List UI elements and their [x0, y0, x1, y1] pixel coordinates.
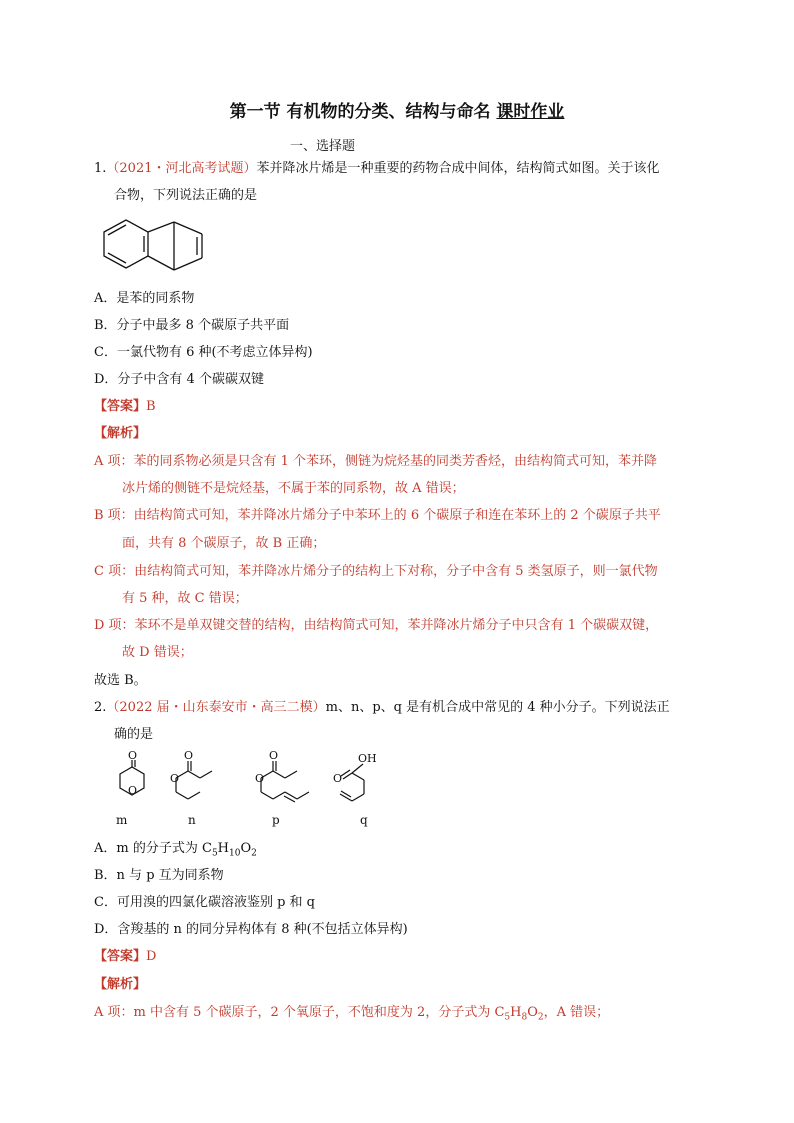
- formula-o: O: [527, 1005, 538, 1020]
- q2-answer: [94, 948, 156, 966]
- q2-stem-line1: [94, 699, 670, 717]
- benzonorbornene-structure: [96, 212, 216, 282]
- molecules-mnpq: [108, 750, 398, 830]
- page-title: [0, 97, 794, 122]
- q-carbonyl-o-label: O: [333, 772, 343, 785]
- q1-option-a: A．是苯的同系物: [94, 291, 195, 306]
- q1-option-b: B．分子中最多 8 个碳原子共平面: [94, 318, 290, 333]
- q1-analysis-label: 【解析】: [94, 426, 147, 441]
- q1-answer: [94, 398, 156, 416]
- q1-source: （2021・河北高考试题）: [106, 161, 257, 176]
- formula-o: O: [240, 841, 252, 856]
- q2-option-a-text: A．m 的分子式为 C: [94, 841, 212, 856]
- q1-analysis-line: 有 5 种，故 C 错误；: [122, 591, 248, 606]
- subscript: 10: [229, 848, 241, 859]
- subscript: 5: [211, 848, 218, 859]
- subscript: 5: [504, 1012, 511, 1023]
- q1-option-d: D．分子中含有 4 个碳碳双键: [94, 372, 264, 387]
- subscript: 8: [521, 1012, 528, 1023]
- q1-option-c: C．一氯代物有 6 种(不考虑立体异构): [94, 345, 313, 360]
- q1-analysis-line: 面，共有 8 个碳原子，故 B 正确；: [122, 536, 326, 551]
- subscript: 2: [537, 1012, 544, 1023]
- q2-analysis-line: [94, 1004, 609, 1027]
- q1-analysis-line: 冰片烯的侧链不是烷烃基，不属于苯的同系物，故 A 错误；: [122, 481, 465, 496]
- n-carbonyl-o-label: O: [184, 750, 194, 762]
- q2-option-c: C．可用溴的四氯化碳溶液鉴别 p 和 q: [94, 895, 315, 910]
- q1-stem-line1: [94, 160, 660, 178]
- q1-stem-line2: 合物，下列说法正确的是: [114, 188, 258, 203]
- q2-source: （2022 届・山东泰安市・高三二模）: [106, 700, 326, 715]
- q2-option-a: [94, 840, 257, 863]
- q1-answer-value: B: [146, 399, 156, 414]
- q1-analysis-line: 故 D 错误；: [122, 645, 193, 660]
- q-oh-label: OH: [358, 752, 377, 765]
- q1-conclusion: 故选 B。: [94, 673, 147, 688]
- q2-number: 2.: [94, 700, 107, 715]
- q1-number: 1.: [94, 161, 107, 176]
- title-sub: 课时作业: [496, 102, 565, 122]
- n-ester-o-label: O: [170, 772, 180, 785]
- q1-analysis-line: C 项：由结构简式可知，苯并降冰片烯分子的结构上下对称，分子中含有 5 类氢原子，则一氯代物: [94, 564, 658, 579]
- p-carbonyl-o-label: O: [269, 750, 279, 762]
- formula-h: H: [510, 1005, 522, 1020]
- m-ring-o-label: O: [128, 784, 138, 797]
- q2-analysis-tail: ，A 错误；: [543, 1005, 610, 1020]
- m-carbonyl-o-label: O: [128, 750, 138, 762]
- q1-answer-label: 【答案】: [94, 399, 147, 414]
- p-ester-o-label: O: [255, 772, 265, 785]
- q1-analysis-line: B 项：由结构简式可知，苯并降冰片烯分子中苯环上的 6 个碳原子和连在苯环上的 2 个碳原子共平: [94, 508, 661, 523]
- subscript: 2: [251, 848, 257, 859]
- q1-analysis-line: D 项：苯环不是单双键交替的结构，由结构简式可知，苯并降冰片烯分子中只含有 1 个碳碳双键，: [94, 618, 659, 633]
- q1-analysis-line: A 项：苯的同系物必须是只含有 1 个苯环，侧链为烷烃基的同类芳香烃，由结构简式可知，苯并降: [94, 454, 658, 469]
- q2-stem-line2: 确的是: [114, 727, 154, 742]
- title-main: 第一节 有机物的分类、结构与命名: [229, 102, 497, 122]
- q2-answer-label: 【答案】: [94, 949, 147, 964]
- label-q: q: [360, 813, 368, 827]
- q2-answer-value: D: [146, 949, 157, 964]
- q2-analysis-label: 【解析】: [94, 977, 147, 992]
- q2-option-b: B．n 与 p 互为同系物: [94, 868, 224, 883]
- formula-h: H: [217, 841, 230, 856]
- section-heading: 一、选择题: [290, 139, 356, 154]
- label-m: m: [116, 813, 128, 827]
- label-p: p: [272, 813, 280, 827]
- q2-option-d: D．含羧基的 n 的同分异构体有 8 种(不包括立体异构): [94, 922, 408, 937]
- q1-stem-text: 苯并降冰片烯是一种重要的药物合成中间体，结构简式如图。关于该化: [256, 161, 660, 176]
- label-n: n: [188, 813, 196, 827]
- q2-analysis-text: A 项：m 中含有 5 个碳原子，2 个氧原子，不饱和度为 2，分子式为 C: [94, 1005, 505, 1020]
- q2-stem-text: m、n、p、q 是有机合成中常见的 4 种小分子。下列说法正: [325, 700, 670, 715]
